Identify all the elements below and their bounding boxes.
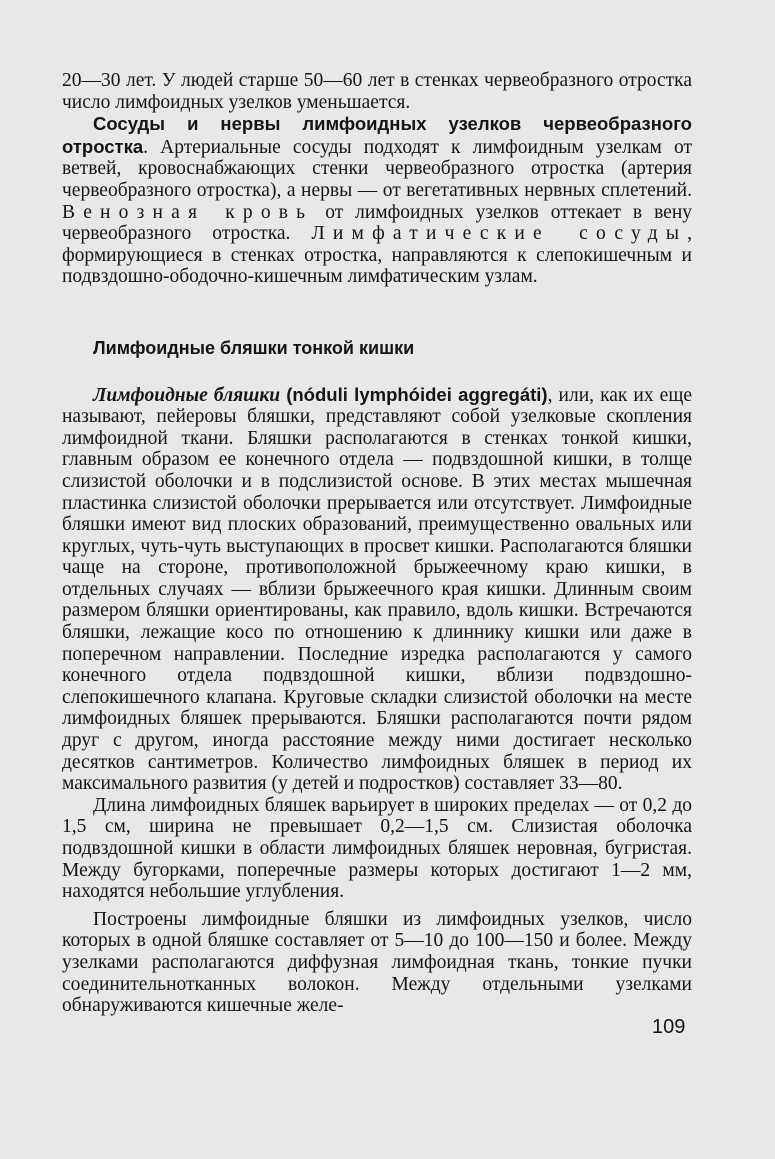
- paragraph-length: Длина лимфоидных бляшек варьирует в широких пределах — от 0,2 до 1,5 см, ширина не превышает 0,2—1,5 см. Слизистая оболочка подвздошной кишки в области лимфоидных бляшек неровная, бугристая. Между бугорками, поперечные размеры которых достигают 1—2 мм, находятся небольшие углубления.: [62, 794, 692, 903]
- section-heading: Лимфоидные бляшки тонкой кишки: [93, 337, 415, 358]
- paragraph-vessels-nerves: [62, 113, 692, 288]
- paragraph-structure: Построены лимфоидные бляшки из лимфоидных узелков, число которых в одной бляшке составляет от 5—10 до 100—150 и более. Между узелками располагаются диффузная лимфоидная ткань, тонкие пучки соединительнотканных волокон. Между отдельными узелками обнаруживаются кишечные желе-: [62, 908, 692, 1017]
- run-in-heading: Сосуды и нервы лимфоидных узелков червеобразного отростка: [62, 113, 692, 157]
- spaced-term-lymph-vessels: Лимфатические сосуды: [311, 223, 688, 245]
- term-italic: Лимфоидные бляшки: [93, 384, 281, 406]
- paragraph-continued: 20—30 лет. У людей старше 50—60 лет в стенках червеобразного отростка число лимфоидных узелков уменьшается.: [62, 70, 692, 113]
- paragraph-plaques: [62, 384, 692, 795]
- page-number: 109: [652, 1016, 686, 1038]
- latin-term: (nóduli lymphóidei aggregáti): [286, 383, 548, 405]
- text-run: . Артериальные сосуды подходят к лимфоидным узелкам от ветвей, кровоснабжающих стенки червеобразного отростка (артерия червеобразного отростка), а нервы — от вегетативных нервных сплетений.: [62, 136, 692, 201]
- text-run: от лимфоидных узелков оттекает в вену червеобразного отростка.: [62, 201, 692, 245]
- spaced-term-venous-blood: Венозная кровь: [62, 201, 314, 223]
- text-column: [62, 70, 692, 1017]
- text-run: , или, как их еще называют, пейеровы бляшки, представляют собой узелковые скопления лимфоидной ткани. Бляшки располагаются в стенках тонкой кишки, главным образом ее конечного отдела — подвздошной кишки, в толще слизистой оболочки и в подслизистой основе. В этих местах мышечная пластинка слизистой оболочки прерывается или отсутствует. Лимфоидные бляшки имеют вид плоских образований, преимущественно овальных или круглых, чуть-чуть выступающих в просвет кишки. Располагаются бляшки чаще на стороне, противоположной брыжеечному краю кишки, в отдельных случаях — вблизи брыжеечного края кишки. Длинным своим размером бляшки ориентированы, как правило, вдоль кишки. Встречаются бляшки, лежащие косо по отношению к длиннику кишки или даже в поперечном направлении. Последние изредка располагаются у самого конечного отдела подвздошной кишки, вблизи подвздошно-слепокишечного клапана. Круговые складки слизистой оболочки на месте лимфоидных бляшек прерываются. Бляшки располагаются почти рядом друг с другом, иногда расстояние между ними достигает несколько десятков сантиметров. Количество лимфоидных бляшек в период их максимального развития (у детей и подростков) составляет 33—80.: [62, 384, 693, 795]
- text-run: , формирующиеся в стенках отростка, направляются к слепокишечным и подвздошно-ободочно-кишечным лимфатическим узлам.: [62, 223, 693, 288]
